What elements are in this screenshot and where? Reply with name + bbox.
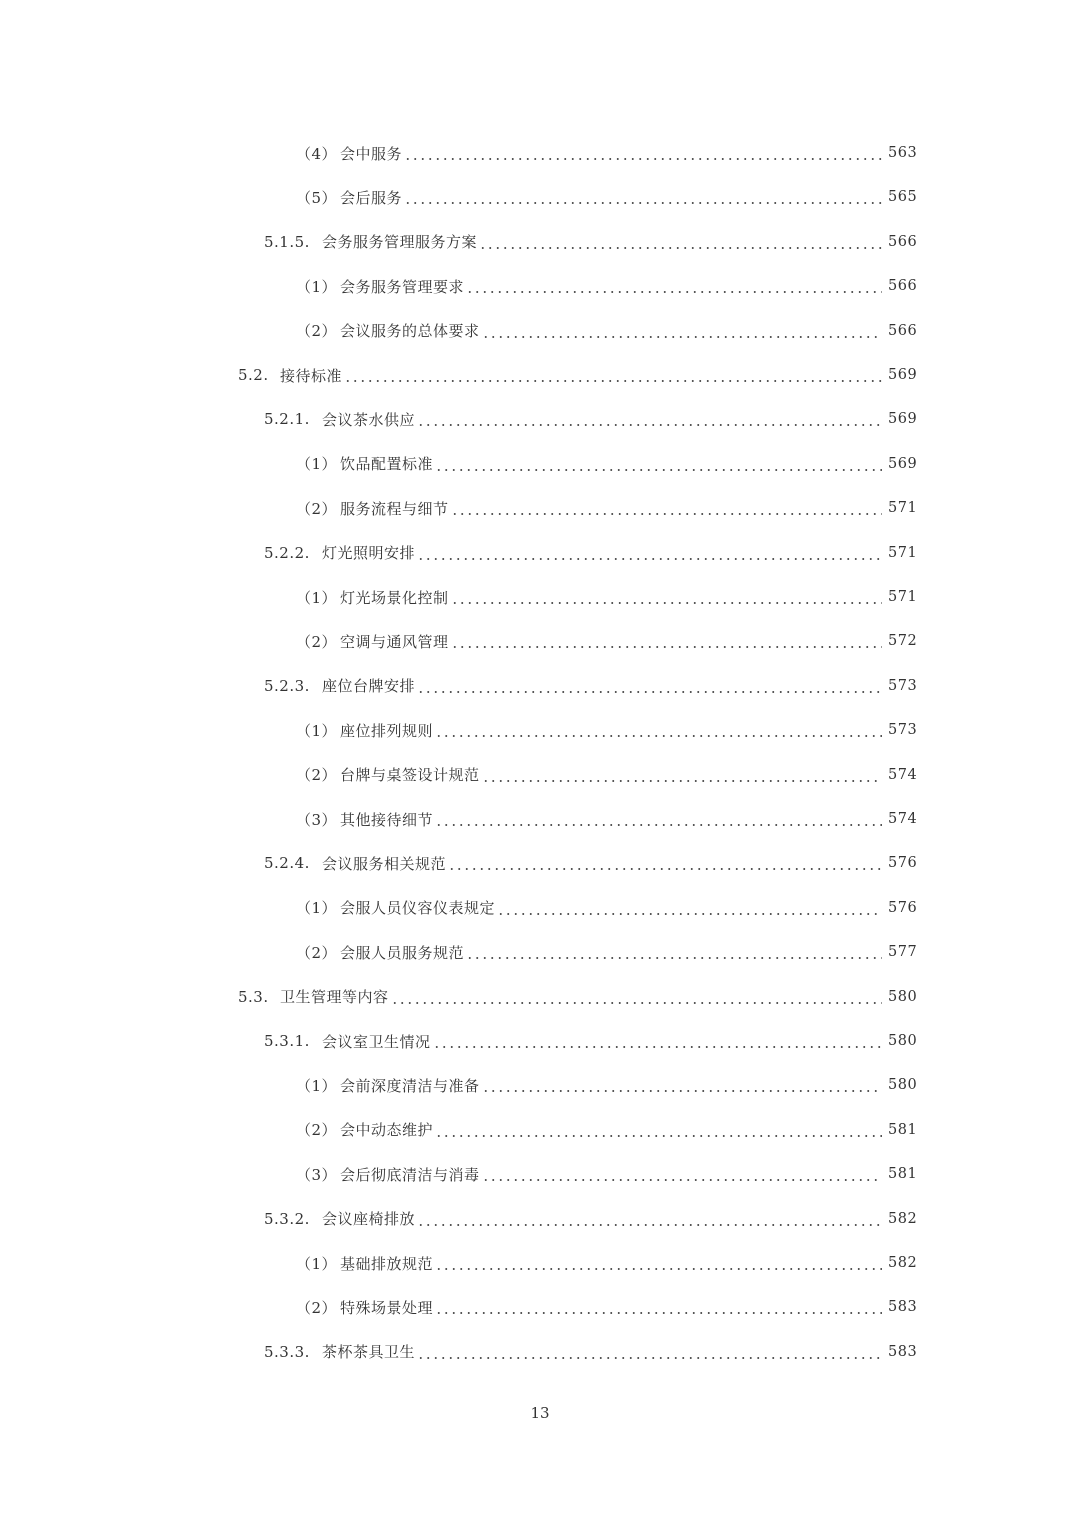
toc-entry-page-number: 573	[888, 722, 918, 739]
toc-entry-page-number: 574	[888, 766, 918, 783]
toc-entry-page-number: 566	[888, 233, 918, 250]
toc-entry[interactable]	[264, 531, 916, 575]
toc-entry-title: 会议室卫生情况	[322, 1032, 431, 1051]
toc-entry-title: 空调与通风管理	[340, 632, 449, 651]
toc-entry-title: 台牌与桌签设计规范	[340, 766, 480, 785]
dot-leader	[466, 291, 882, 293]
toc-entry-title: 会议服务相关规范	[322, 854, 447, 873]
toc-entry-page-number: 569	[888, 367, 918, 383]
toc-entry-number: 5.3.	[238, 987, 269, 1006]
toc-entry-number: 5.3.2.	[264, 1209, 310, 1228]
toc-entry-title: 接待标准	[280, 366, 343, 385]
toc-entry-number: 5.3.3.	[264, 1342, 310, 1361]
toc-entry-number: （1）	[296, 588, 338, 607]
dot-leader	[404, 202, 882, 204]
toc-entry[interactable]	[296, 264, 916, 308]
toc-entry[interactable]	[296, 886, 916, 930]
toc-entry-number: （2）	[296, 499, 338, 518]
toc-entry-number: （2）	[296, 766, 338, 785]
dot-leader	[391, 1002, 882, 1004]
toc-entry-page-number: 581	[888, 1121, 918, 1138]
toc-entry[interactable]	[296, 309, 916, 353]
toc-entry-number: 5.2.3.	[264, 676, 310, 695]
toc-entry-page-number: 572	[888, 633, 918, 650]
toc-entry-title: 灯光照明安排	[322, 544, 416, 563]
dot-leader	[417, 1224, 882, 1226]
page-number-footer: 13	[530, 1404, 550, 1422]
toc-entry[interactable]	[296, 708, 916, 752]
dot-leader	[344, 380, 882, 382]
toc-entry-page-number: 569	[888, 411, 918, 428]
toc-entry-title: 会后服务	[340, 188, 403, 207]
toc-entry-title: 卫生管理等内容	[280, 988, 389, 1007]
toc-entry-title: 会议座椅排放	[322, 1210, 416, 1229]
dot-leader	[435, 1268, 882, 1270]
toc-entry-page-number: 582	[888, 1210, 918, 1227]
toc-entry-page-number: 563	[888, 145, 918, 161]
toc-entry[interactable]	[296, 1108, 916, 1152]
toc-entry-page-number: 581	[888, 1166, 918, 1183]
toc-entry[interactable]	[296, 930, 916, 974]
toc-entry-title: 会议服务的总体要求	[340, 322, 480, 341]
toc-entry[interactable]	[264, 397, 916, 441]
toc-entry-title: 会后彻底清洁与消毒	[340, 1165, 480, 1184]
dot-leader	[435, 469, 882, 471]
toc-entry-number: （2）	[296, 943, 338, 962]
toc-entry-number: 5.2.2.	[264, 543, 310, 562]
dot-leader	[451, 646, 882, 648]
toc-entry-page-number: 571	[888, 500, 918, 517]
toc-entry-title: 会中动态维护	[340, 1121, 434, 1140]
toc-entry[interactable]	[296, 797, 916, 841]
toc-entry-page-number: 576	[888, 855, 918, 872]
toc-entry-number: 5.2.4.	[264, 854, 310, 873]
toc-entry[interactable]	[296, 175, 916, 219]
dot-leader	[417, 1357, 882, 1359]
toc-entry-page-number: 580	[888, 1033, 918, 1049]
toc-entry-number: （1）	[296, 899, 338, 918]
toc-entry-number: （1）	[296, 1254, 338, 1273]
toc-entry-number: 5.3.1.	[264, 1032, 310, 1050]
toc-entry-title: 饮品配置标准	[340, 455, 434, 474]
toc-entry-page-number: 577	[888, 944, 918, 961]
toc-entry[interactable]	[296, 1152, 916, 1196]
dot-leader	[497, 913, 882, 915]
toc-entry-number: （3）	[296, 810, 338, 829]
toc-entry[interactable]	[264, 1197, 916, 1241]
dot-leader	[451, 602, 882, 604]
toc-entry-page-number: 583	[888, 1343, 918, 1360]
dot-leader	[466, 957, 882, 959]
toc-entry[interactable]	[296, 575, 916, 619]
toc-entry-title: 会服人员服务规范	[340, 943, 465, 962]
toc-entry-title: 其他接待细节	[340, 810, 434, 829]
dot-leader	[435, 1312, 882, 1314]
dot-leader	[433, 1046, 882, 1048]
dot-leader	[482, 1090, 882, 1092]
toc-entry-number: （2）	[296, 632, 338, 651]
toc-entry-number: （2）	[296, 1298, 338, 1317]
toc-entry-page-number: 576	[888, 899, 918, 916]
dot-leader	[435, 1135, 882, 1137]
toc-entry-title: 座位台牌安排	[322, 677, 416, 696]
toc-entry-number: 5.2.1.	[264, 410, 310, 429]
toc-entry-page-number: 571	[888, 544, 918, 561]
toc-entry-number: 5.1.5.	[264, 232, 310, 251]
dot-leader	[482, 1179, 882, 1181]
toc-entry-title: 特殊场景处理	[340, 1298, 434, 1317]
toc-entry-number: （1）	[296, 721, 338, 740]
toc-entry-title: 会务服务管理要求	[340, 277, 465, 296]
toc-entry-number: （1）	[296, 1076, 338, 1095]
dot-leader	[451, 513, 882, 515]
toc-entry-title: 会中服务	[340, 144, 403, 163]
dot-leader	[417, 424, 882, 426]
toc-entry-page-number: 574	[888, 811, 918, 827]
toc-entry[interactable]	[264, 1019, 916, 1063]
toc-entry[interactable]	[238, 975, 916, 1019]
toc-entry-page-number: 583	[888, 1299, 918, 1316]
toc-entry[interactable]	[296, 442, 916, 486]
toc-entry-title: 会务服务管理服务方案	[322, 233, 478, 252]
toc-entry-page-number: 566	[888, 278, 918, 295]
toc-entry-title: 茶杯茶具卫生	[322, 1343, 416, 1362]
toc-entry-page-number: 580	[888, 1077, 918, 1094]
dot-leader	[417, 558, 882, 560]
toc-entry[interactable]	[296, 486, 916, 530]
toc-entry[interactable]	[264, 841, 916, 885]
toc-entry[interactable]	[264, 220, 916, 264]
toc-entry-page-number: 582	[888, 1255, 918, 1271]
toc-entry-title: 灯光场景化控制	[340, 588, 449, 607]
toc-entry-page-number: 571	[888, 589, 918, 605]
toc-entry-number: （3）	[296, 1165, 338, 1184]
toc-entry-title: 会前深度清洁与准备	[340, 1076, 480, 1095]
dot-leader	[479, 247, 882, 249]
toc-entry-page-number: 565	[888, 189, 918, 206]
toc-entry-number: （1）	[296, 277, 338, 296]
toc-entry-page-number: 566	[888, 322, 918, 339]
dot-leader	[435, 735, 882, 737]
dot-leader	[448, 868, 882, 870]
toc-entry[interactable]	[296, 1063, 916, 1107]
toc-entry[interactable]	[296, 1241, 916, 1285]
toc-entry[interactable]	[296, 1285, 916, 1329]
toc-entry-number: （1）	[296, 455, 338, 474]
toc-entry[interactable]	[296, 619, 916, 663]
toc-entry-title: 座位排列规则	[340, 721, 434, 740]
toc-entry[interactable]	[264, 664, 916, 708]
toc-entry[interactable]	[238, 353, 916, 397]
toc-entry-page-number: 580	[888, 988, 918, 1005]
dot-leader	[482, 780, 882, 782]
toc-entry-title: 服务流程与细节	[340, 499, 449, 518]
toc-entry-number: 5.2.	[238, 366, 269, 384]
dot-leader	[404, 158, 882, 160]
toc-entry-number: （5）	[296, 188, 338, 207]
toc-entry-title: 会服人员仪容仪表规定	[340, 899, 496, 918]
toc-entry-title: 基础排放规范	[340, 1254, 434, 1273]
dot-leader	[417, 691, 882, 693]
toc-entry[interactable]	[296, 753, 916, 797]
toc-entry[interactable]	[264, 1330, 916, 1374]
toc-entry-number: （4）	[296, 144, 338, 163]
toc-entry-page-number: 569	[888, 455, 918, 472]
dot-leader	[482, 336, 882, 338]
toc-entry-page-number: 573	[888, 677, 918, 694]
toc-entry-title: 会议茶水供应	[322, 410, 416, 429]
toc-entry-number: （2）	[296, 322, 338, 341]
dot-leader	[435, 824, 882, 826]
toc-entry[interactable]	[296, 131, 916, 175]
toc-entry-number: （2）	[296, 1121, 338, 1140]
